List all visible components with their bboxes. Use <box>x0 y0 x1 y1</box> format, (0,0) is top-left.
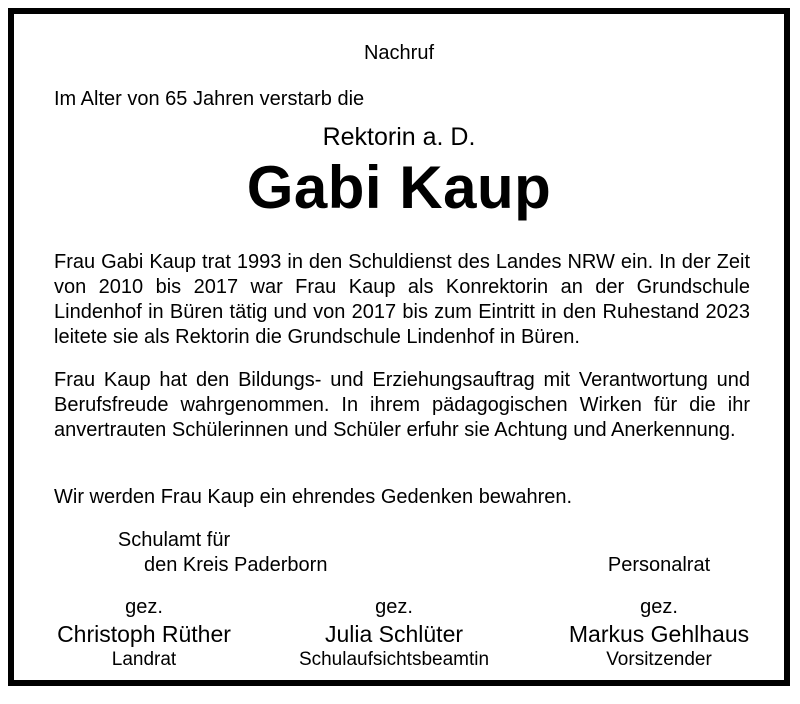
deceased-name: Gabi Kaup <box>246 154 552 221</box>
signer-name: Christoph Rüther <box>57 621 231 647</box>
tribute-paragraph: Frau Kaup hat den Bildungs- und Erziehungsauftrag mit Verantwortung und Berufsfreude wahrgenommen. In ihrem pädagogischen Wirken für die ihr anvertrauten Schülerinnen und Schüler erfuhr sie Achtung und Anerkennung. <box>54 369 750 441</box>
signer-role: Landrat <box>111 649 177 670</box>
signed-prefix: gez. <box>375 596 413 618</box>
office-name-line2: den Kreis Paderborn <box>144 554 328 576</box>
office-name-line1: Schulamt für <box>117 529 231 551</box>
signed-prefix: gez. <box>125 596 163 618</box>
signer-personalrat <box>534 594 784 672</box>
signed-prefix: gez. <box>640 596 678 618</box>
signer-schulaufsicht <box>254 594 534 672</box>
obituary-notice <box>8 8 790 686</box>
signer-landrat <box>34 594 254 672</box>
signature-block-landrat <box>34 528 328 578</box>
signer-name: Julia Schlüter <box>324 621 464 647</box>
signer-role: Schulaufsichtsbeamtin <box>298 649 490 670</box>
intro-text: Im Alter von 65 Jahren verstarb die <box>54 88 365 110</box>
office-name-personalrat: Personalrat <box>607 554 711 576</box>
career-paragraph: Frau Gabi Kaup trat 1993 in den Schuldienst des Landes NRW ein. In der Zeit von 2010 bis 2017 war Frau Kaup als Konrektorin an der Grundschule Lindenhof in Büren tätig und von 2017 bis zum Eintritt in den Ruhestand 2023 leitete sie als Rektorin die Grundschule Lindenhof in Büren. <box>54 251 750 348</box>
signature-block-personalrat <box>534 553 784 578</box>
closing-sentence: Wir werden Frau Kaup ein ehrendes Gedenken bewahren. <box>54 486 573 508</box>
signer-role: Vorsitzender <box>606 649 712 670</box>
deceased-title: Rektorin a. D. <box>322 123 476 151</box>
signer-name: Markus Gehlhaus <box>568 621 750 647</box>
notice-heading: Nachruf <box>363 42 435 64</box>
